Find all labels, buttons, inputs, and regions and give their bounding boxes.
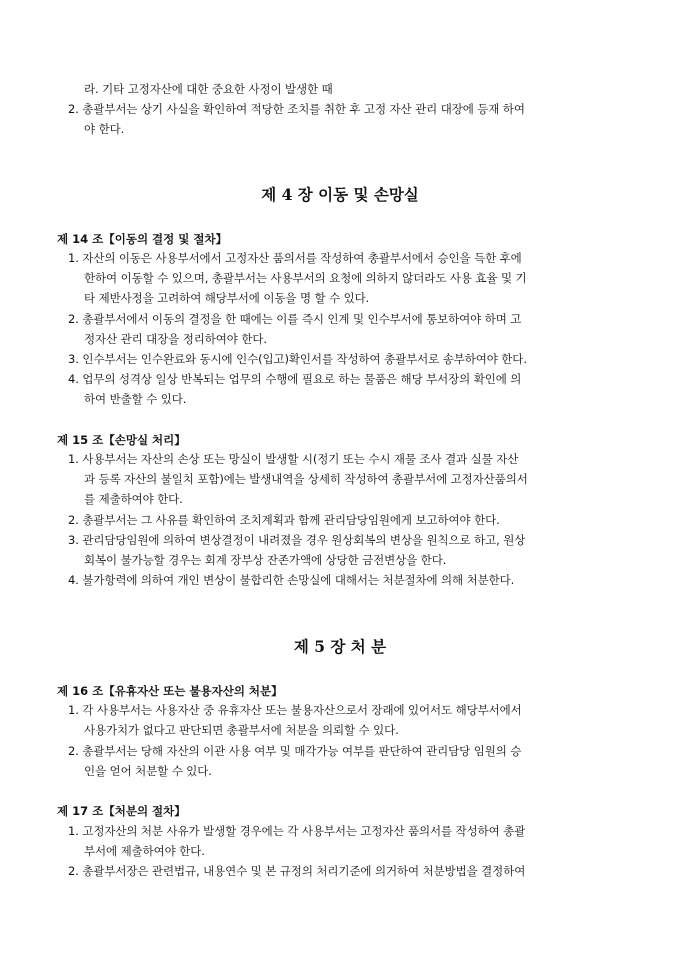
list-item-continuation: 한하여 이동할 수 있으며, 총괄부서는 사용부서의 요청에 의하지 않더라도 사용 효율 및 기 <box>84 271 527 285</box>
article-heading: 제 15 조【손망실 처리】 <box>57 433 186 447</box>
list-item: 1. 각 사용부서는 사용자산 중 유휴자산 또는 불용자산으로서 장래에 있어서도 해당부서에서 <box>68 703 522 717</box>
list-item: 2. 총괄부서는 그 사유를 확인하여 조치계획과 함께 관리담당임원에게 보고하여야 한다. <box>68 513 500 527</box>
article-heading: 제 14 조【이동의 결정 및 절차】 <box>57 232 228 246</box>
list-item: 2. 총괄부서에서 이동의 결정을 한 때에는 이를 즉시 인계 및 인수부서에 통보하여야 하며 고 <box>68 312 522 326</box>
article-heading: 제 16 조【유휴자산 또는 불용자산의 처분】 <box>57 684 283 698</box>
list-item-continuation: 하여 반출할 수 있다. <box>84 392 187 406</box>
list-item-continuation: 부서에 제출하여야 한다. <box>84 844 205 858</box>
list-item: 3. 관리담당임원에 의하여 변상결정이 내려졌을 경우 원상회복의 변상을 원칙으로 하고, 원상 <box>68 533 526 547</box>
list-item-continuation: 타 제반사정을 고려하여 해당부서에 이동을 명 할 수 있다. <box>84 291 370 305</box>
list-item: 2. 총괄부서는 당해 자산의 이관 사용 여부 및 매각가능 여부를 판단하여 관리담당 임원의 승 <box>68 744 522 758</box>
list-item: 2. 총괄부서장은 관련법규, 내용연수 및 본 규정의 처리기준에 의거하여 처분방법을 결정하여 <box>68 864 526 878</box>
chapter-title: 제 5 장 처 분 <box>293 637 387 656</box>
list-item: 4. 업무의 성격상 일상 반복되는 업무의 수행에 필요로 하는 물품은 해당 부서장의 확인에 의 <box>68 372 522 386</box>
chapter-title: 제 4 장 이동 및 손망실 <box>261 185 419 204</box>
list-item: 2. 총괄부서는 상기 사실을 확인하여 적당한 조치를 취한 후 고정 자산 관리 대장에 등재 하여 <box>68 102 525 116</box>
list-item: 라. 기타 고정자산에 대한 중요한 사정이 발생한 때 <box>84 82 333 96</box>
list-item: 3. 인수부서는 인수완료와 동시에 인수(입고)확인서를 작성하여 총괄부서로 송부하여야 한다. <box>68 352 527 366</box>
list-item-continuation: 인을 얻어 처분할 수 있다. <box>84 764 212 778</box>
list-item-continuation: 회복이 불가능할 경우는 회계 장부상 잔존가액에 상당한 금전변상을 한다. <box>84 553 447 567</box>
article-heading: 제 17 조【처분의 절차】 <box>57 804 186 818</box>
list-item-continuation: 를 제출하여야 한다. <box>84 492 183 506</box>
list-item: 1. 사용부서는 자산의 손상 또는 망실이 발생할 시(정기 또는 수시 재물 조사 결과 실물 자산 <box>68 452 519 466</box>
list-item-continuation: 과 등록 자산의 불일치 포함)에는 발생내역을 상세히 작성하여 총괄부서에 고정자산품의서 <box>84 472 528 486</box>
list-item-continuation: 야 한다. <box>84 122 125 136</box>
list-item-continuation: 사용가치가 없다고 판단되면 총괄부서에 처분을 의뢰할 수 있다. <box>84 723 399 737</box>
list-item-continuation: 정자산 관리 대장을 정리하여야 한다. <box>84 332 267 346</box>
list-item: 1. 자산의 이동은 사용부서에서 고정자산 품의서를 작성하여 총괄부서에서 승인을 득한 후에 <box>68 251 522 265</box>
list-item: 4. 불가항력에 의하여 개인 변상이 불합리한 손망실에 대해서는 처분절차에 의해 처분한다. <box>68 573 515 587</box>
list-item: 1. 고정자산의 처분 사유가 발생할 경우에는 각 사용부서는 고정자산 품의서를 작성하여 총괄 <box>68 824 526 838</box>
